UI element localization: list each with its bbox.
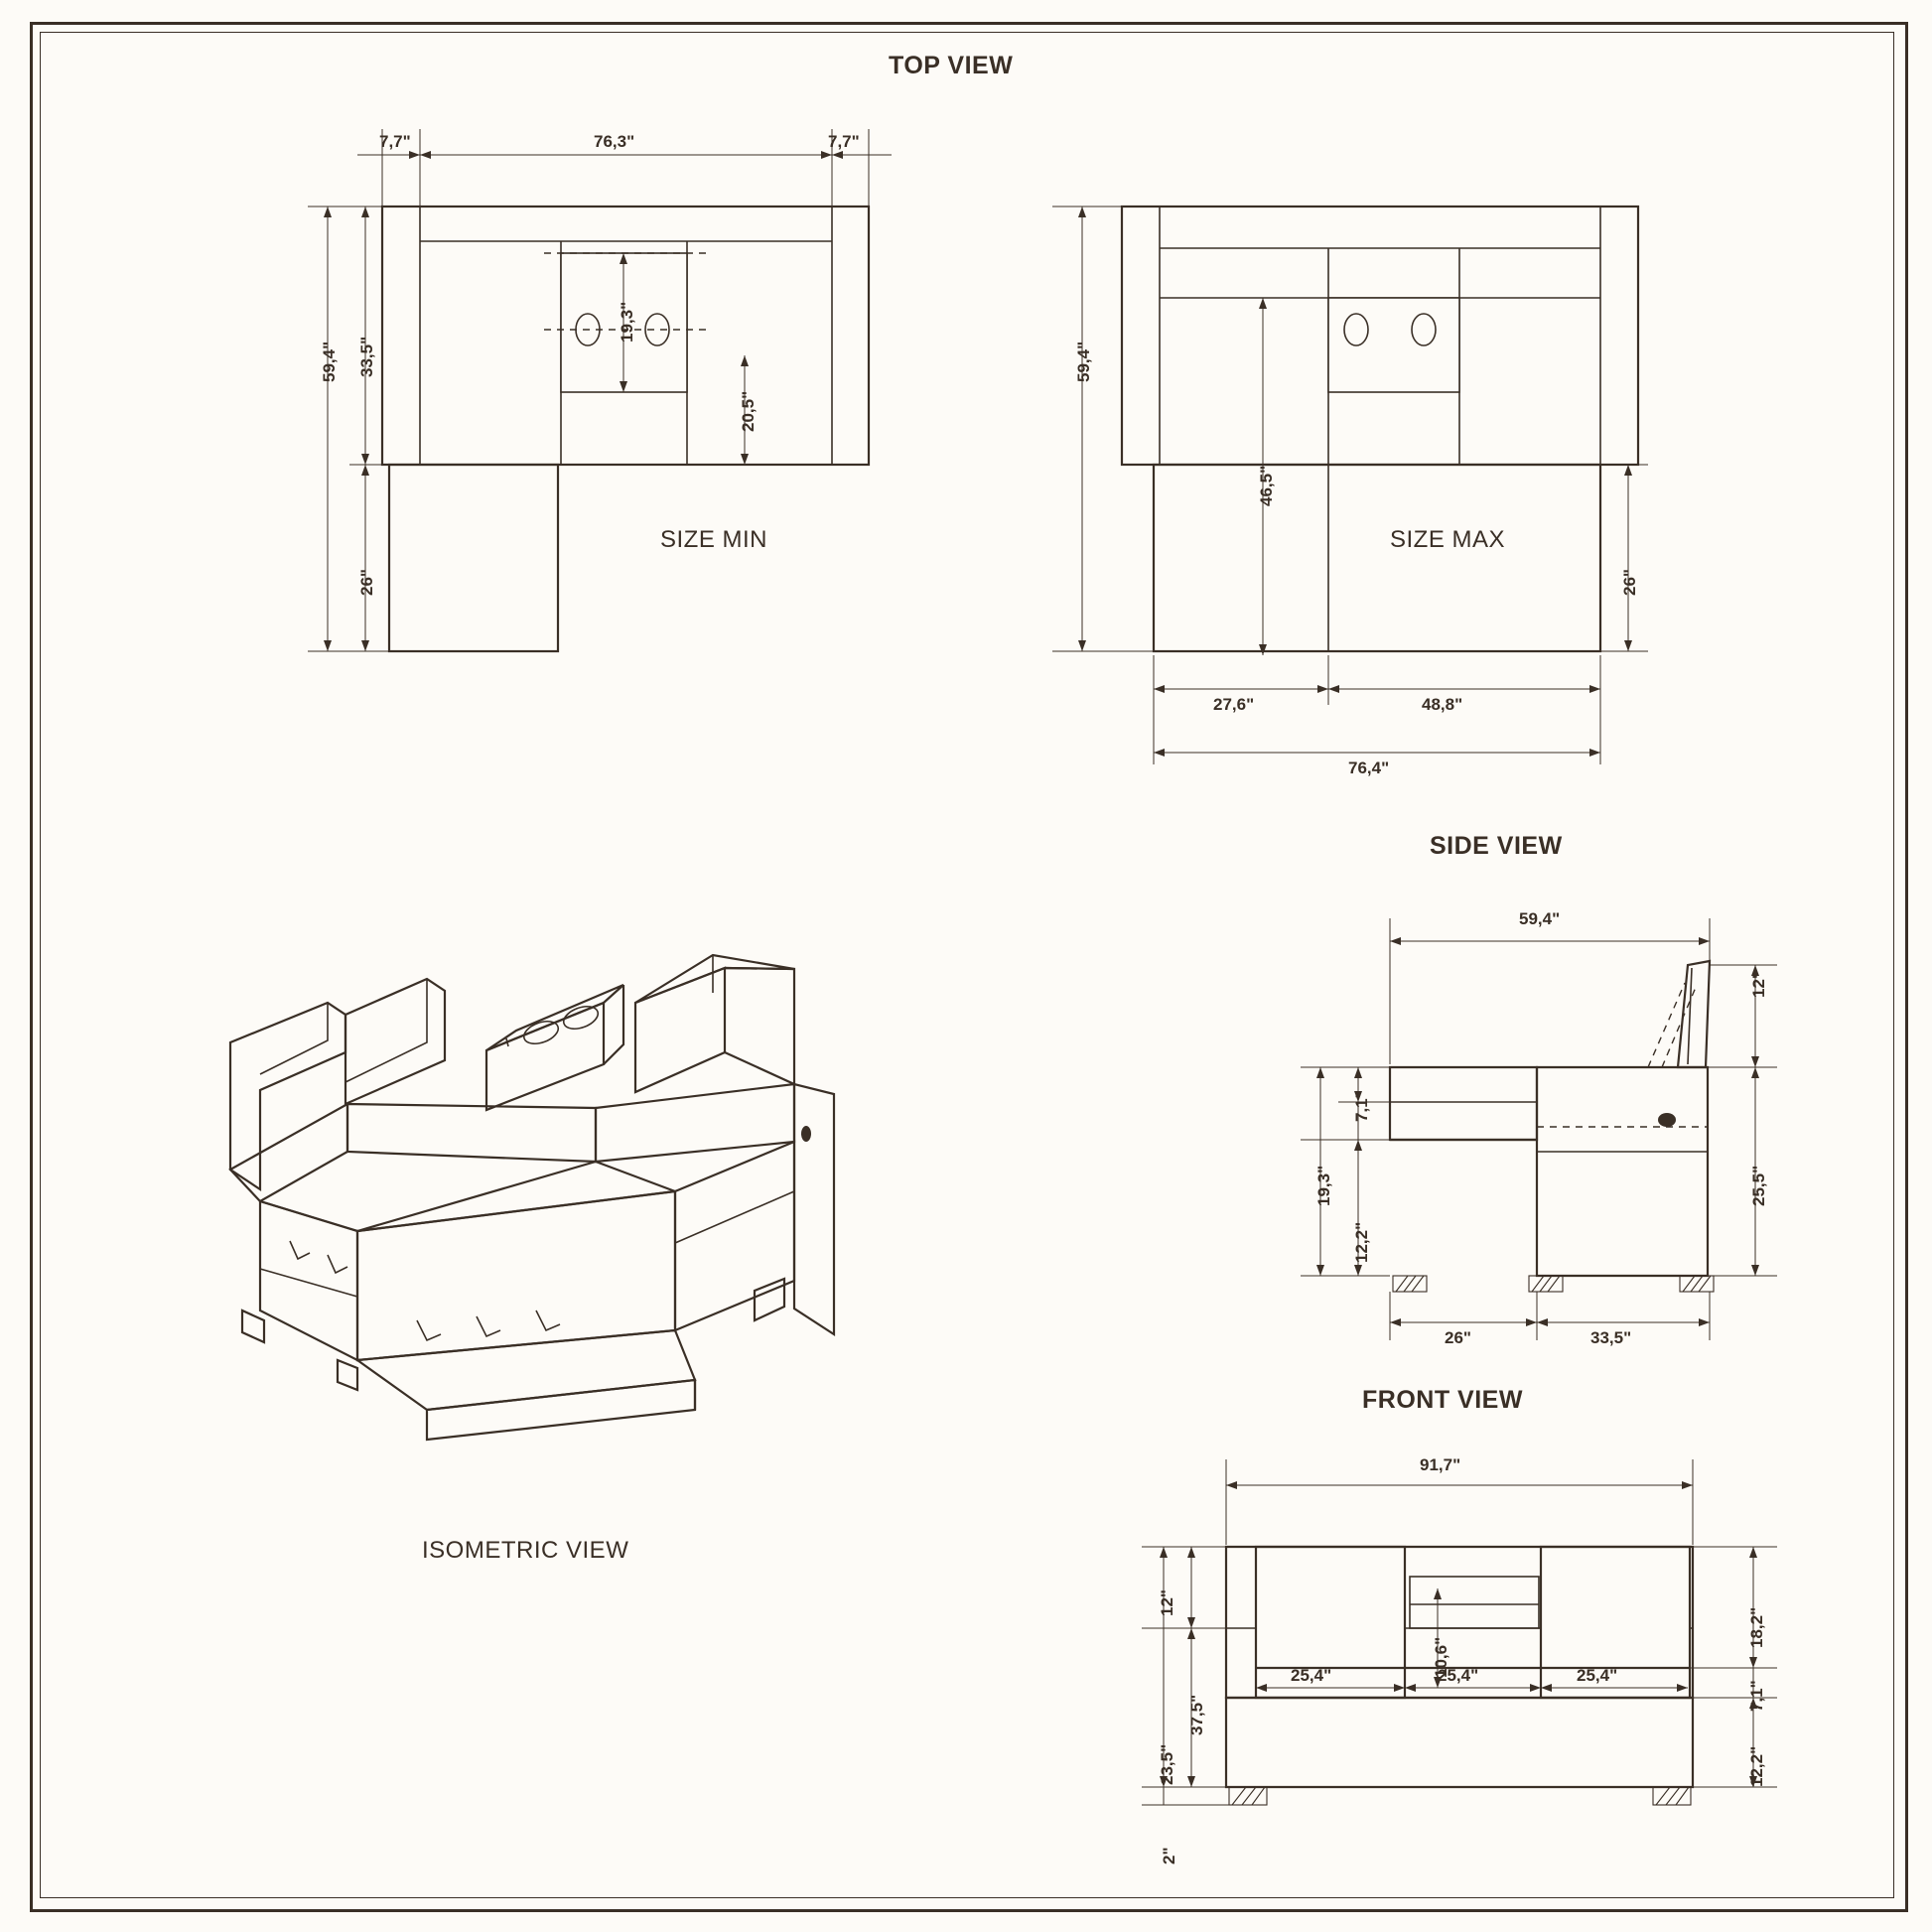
label-size-max: SIZE MAX [1390, 526, 1506, 553]
title-side-view: SIDE VIEW [1430, 832, 1563, 860]
dim-front-cushion-height: 7,1" [1747, 1680, 1766, 1712]
dim-front-seat-1: 25,4" [1291, 1666, 1332, 1685]
dim-side-backrest-top: 12" [1749, 971, 1768, 998]
dim-side-seat-height: 19,3" [1314, 1165, 1333, 1206]
dim-min-seat-depth: 20,5" [739, 390, 758, 432]
dim-min-extension-depth: 26" [357, 569, 376, 596]
dim-min-total-depth: 59,4" [320, 341, 339, 382]
dim-front-arm-height: 18,2" [1747, 1606, 1766, 1648]
dim-front-total-height: 37,5" [1187, 1694, 1206, 1735]
dim-front-seat-3: 25,4" [1577, 1666, 1618, 1685]
title-top-view: TOP VIEW [889, 52, 1014, 79]
dim-max-extension-depth: 26" [1620, 569, 1639, 596]
dim-max-total-width: 76,4" [1348, 759, 1390, 777]
dim-min-seat-width: 76,3" [594, 132, 635, 151]
dim-front-foot-height: 2" [1160, 1847, 1178, 1864]
dim-side-back-height: 25,5" [1749, 1165, 1768, 1206]
dim-side-extension-depth: 26" [1445, 1328, 1471, 1347]
dim-min-body-depth: 33,5" [357, 336, 376, 377]
dim-min-right-arm: 7,7" [828, 132, 860, 151]
dim-side-body-depth: 33,5" [1590, 1328, 1632, 1347]
title-isometric-view: ISOMETRIC VIEW [422, 1537, 629, 1564]
dim-max-total-depth: 59,4" [1074, 341, 1093, 382]
dim-max-open-depth: 46,5" [1257, 465, 1276, 506]
dim-front-console-height: 10,6" [1432, 1636, 1450, 1678]
label-size-min: SIZE MIN [660, 526, 768, 553]
dim-min-console-depth: 19,3" [618, 301, 636, 343]
dim-max-right-section: 48,8" [1422, 695, 1463, 714]
dim-front-back-height: 23,5" [1158, 1743, 1176, 1785]
dim-side-total-depth: 59,4" [1519, 909, 1561, 928]
title-front-view: FRONT VIEW [1362, 1386, 1523, 1414]
dim-side-base-height: 12,2" [1352, 1221, 1371, 1263]
dim-max-left-section: 27,6" [1213, 695, 1255, 714]
dim-front-seat-2: 25,4" [1438, 1666, 1479, 1685]
dim-min-left-arm: 7,7" [379, 132, 411, 151]
dim-front-base-height: 12,2" [1747, 1745, 1766, 1787]
dim-front-total-width: 91,7" [1420, 1455, 1461, 1474]
dim-front-arm-top: 12" [1158, 1589, 1176, 1616]
dim-side-cushion-height: 7,1" [1352, 1090, 1371, 1122]
